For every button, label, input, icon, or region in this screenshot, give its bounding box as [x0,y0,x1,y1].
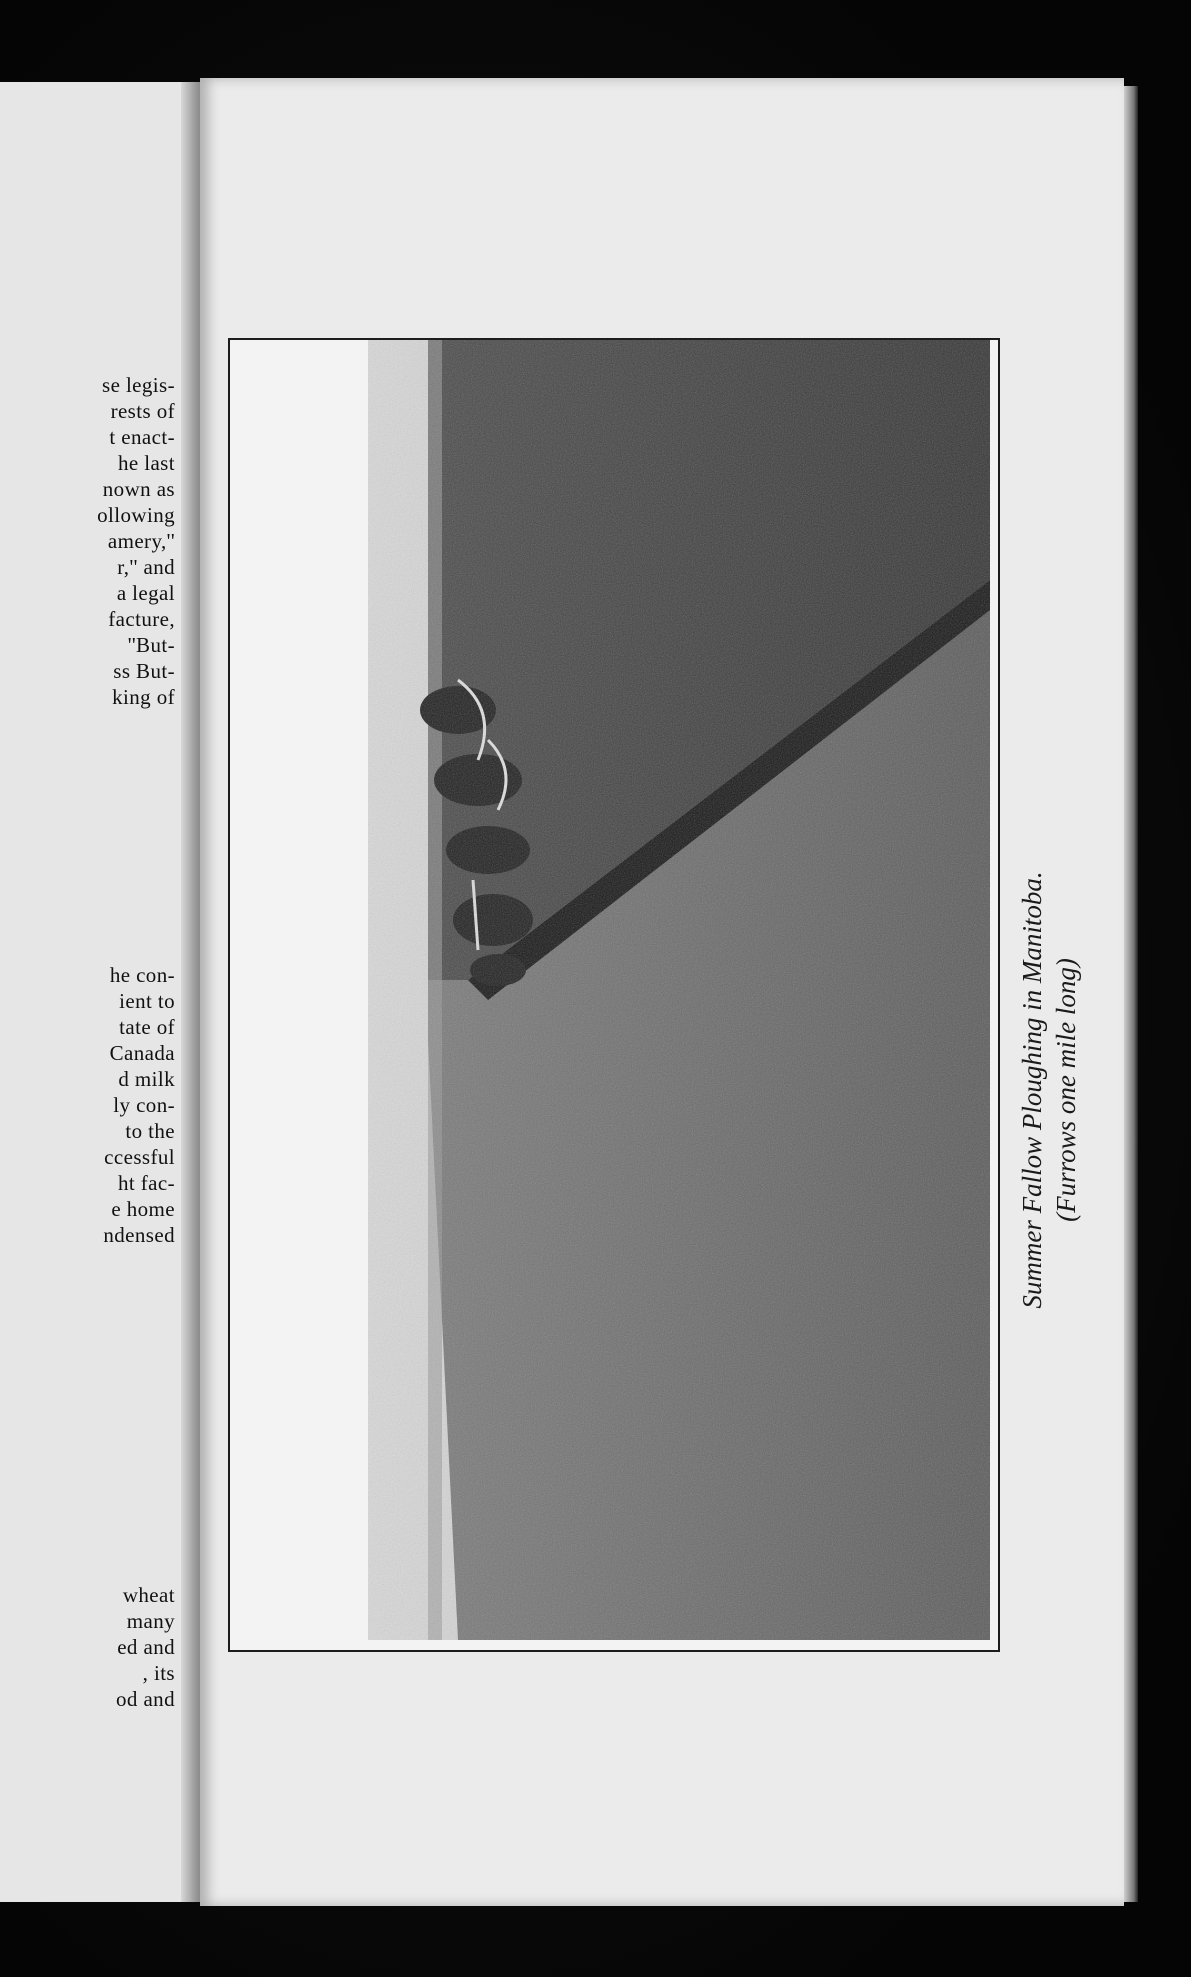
left-text-line: Canada [109,1041,175,1065]
caption-subtitle: (Furrows one mile long) [1051,958,1081,1222]
left-text-line: rests of [110,399,175,423]
left-text-line: ndensed [103,1223,175,1247]
left-text-line: ly con- [113,1093,175,1117]
left-text-line: ed and [117,1635,175,1659]
caption-title: Summer Fallow Ploughing in Manitoba. [1017,871,1047,1309]
left-text-line: tate of [119,1015,175,1039]
left-text-line: ccessful [104,1145,175,1169]
left-paragraph-1 [97,372,175,710]
left-text-line: e home [111,1197,175,1221]
left-text-line: ss But- [113,659,175,683]
left-text-line: he last [117,451,175,475]
left-text-line: t enact- [109,425,175,449]
left-text-line: a legal [116,581,175,605]
left-text-line: he con- [109,963,175,987]
left-text-line: ient to [119,989,175,1013]
left-text-line: , its [142,1661,175,1685]
left-text-line: ''But- [127,633,175,657]
left-text-line: se legis- [102,373,175,397]
page-edge-shadow [1124,86,1138,1902]
left-paragraph-2 [103,962,175,1248]
left-text-line: king of [112,685,175,709]
left-text-line: ollowing [97,503,175,527]
left-text-line: od and [116,1687,175,1711]
left-text-line: nown as [102,477,175,501]
left-text-line: facture, [108,607,175,631]
left-text-line: many [126,1609,175,1633]
left-text-line: d milk [118,1067,175,1091]
previous-page-sliver [0,82,205,1902]
left-text-line: ht fac- [117,1171,175,1195]
left-text-line: to the [125,1119,175,1143]
photo-caption [1015,871,1083,1308]
left-text-line: amery,'' [107,529,175,553]
photo-summer-fallow-ploughing [368,340,990,1640]
left-text-line: wheat [122,1583,175,1607]
left-text-line: r,'' and [117,555,175,579]
photo-image [368,340,990,1640]
left-paragraph-3 [116,1582,175,1712]
